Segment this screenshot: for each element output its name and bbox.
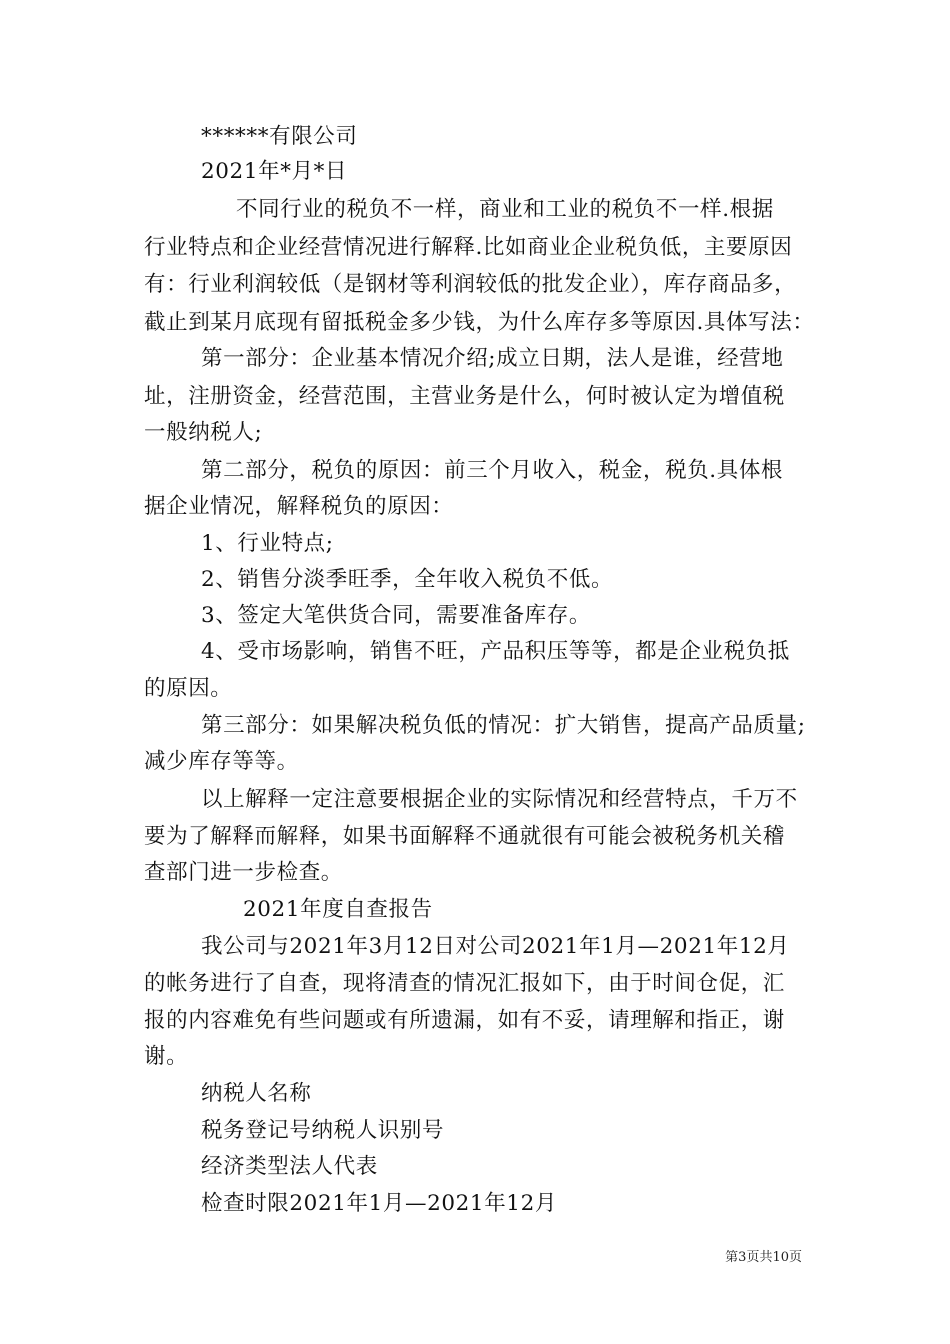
company-name: ******有限公司 xyxy=(201,124,358,149)
paragraph-line: 据企业情况，解释税负的原因： xyxy=(144,494,454,519)
paragraph-line: 谢。 xyxy=(144,1044,189,1069)
paragraph-line: 的原因。 xyxy=(144,676,233,701)
paragraph-line: 截止到某月底现有留抵税金多少钱，为什么库存多等原因.具体写法： xyxy=(144,310,815,335)
paragraph-line: 我公司与2021年3月12日对公司2021年1月—2021年12月 xyxy=(201,934,790,959)
section-one-heading: 第一部分：企业基本情况介绍;成立日期，法人是谁，经营地 xyxy=(201,346,784,371)
field-inspection-period: 检查时限2021年1月—2021年12月 xyxy=(201,1191,557,1216)
field-taxpayer-name: 纳税人名称 xyxy=(201,1081,312,1106)
paragraph-line: 以上解释一定注意要根据企业的实际情况和经营特点，千万不 xyxy=(201,787,798,812)
report-title: 2021年度自查报告 xyxy=(243,897,433,922)
paragraph-line: 要为了解释而解释，如果书面解释不通就很有可能会被税务机关稽 xyxy=(144,824,785,849)
section-two-heading: 第二部分，税负的原因：前三个月收入，税金，税负.具体根 xyxy=(201,458,784,483)
list-item: 2、销售分淡季旺季，全年收入税负不低。 xyxy=(201,567,614,592)
paragraph-line: 一般纳税人; xyxy=(144,420,263,445)
list-item: 4、受市场影响，销售不旺，产品积压等等，都是企业税负抵 xyxy=(201,639,790,664)
paragraph-line: 不同行业的税负不一样，商业和工业的税负不一样.根据 xyxy=(236,197,774,222)
paragraph-line: 有：行业利润较低（是钢材等利润较低的批发企业），库存商品多， xyxy=(144,272,797,297)
list-item: 1、行业特点; xyxy=(201,531,334,556)
date-line: 2021年*月*日 xyxy=(201,159,348,184)
paragraph-line: 报的内容难免有些问题或有所遗漏，如有不妥，请理解和指正，谢 xyxy=(144,1008,785,1033)
page-number: 第3页共10页 xyxy=(725,1250,802,1265)
section-three-heading: 第三部分：如果解决税负低的情况：扩大销售，提高产品质量; xyxy=(201,713,806,738)
paragraph-line: 行业特点和企业经营情况进行解释.比如商业企业税负低，主要原因 xyxy=(144,235,793,260)
list-item: 3、签定大笔供货合同，需要准备库存。 xyxy=(201,603,591,628)
paragraph-line: 的帐务进行了自查，现将清查的情况汇报如下，由于时间仓促，汇 xyxy=(144,971,785,996)
paragraph-line: 址，注册资金，经营范围，主营业务是什么，何时被认定为增值税 xyxy=(144,384,785,409)
field-tax-registration: 税务登记号纳税人识别号 xyxy=(201,1118,445,1143)
field-economic-type: 经济类型法人代表 xyxy=(201,1154,378,1179)
paragraph-line: 减少库存等等。 xyxy=(144,749,299,774)
paragraph-line: 查部门进一步检查。 xyxy=(144,860,343,885)
